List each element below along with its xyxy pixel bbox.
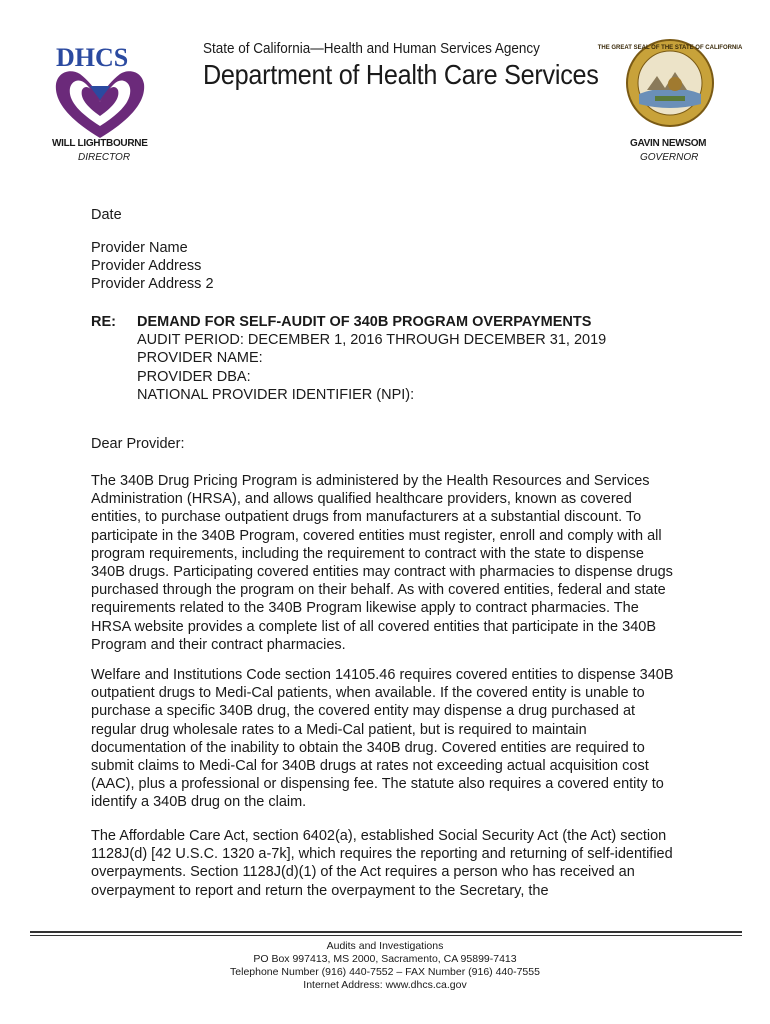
re-npi: NATIONAL PROVIDER IDENTIFIER (NPI):: [137, 386, 415, 403]
provider-block: [91, 239, 214, 294]
salutation: Dear Provider:: [91, 436, 185, 452]
footer-website: Internet Address: www.dhcs.ca.gov: [303, 979, 467, 991]
director-name: WILL LIGHTBOURNE: [52, 138, 148, 149]
footer-division: Audits and Investigations: [326, 940, 444, 952]
provider-address: Provider Address: [91, 258, 202, 275]
footer-address: PO Box 997413, MS 2000, Sacramento, CA 95899-7413: [253, 953, 517, 965]
logo-text: DHCS: [56, 43, 129, 72]
paragraph-affordable-care-act: The Affordable Care Act, section 6402(a), established Social Security Act (the Act) section 1128J(d) [42 U.S.C. 1320 a-7k], which requires the reporting and returning of self-identified overpayments. Section 1128J(d)(1) of the Act requires a person who has received an overpayment to report and return the overpayment to the Secretary, the: [91, 828, 673, 899]
provider-address-2: Provider Address 2: [91, 276, 214, 293]
paragraph-welfare-code: Welfare and Institutions Code section 14105.46 requires covered entities to dispense 340B outpatient drugs to Medi-Cal patients, when available. If the covered entity is unable to purchase a specific 340B drug, the covered entity may dispense a drug purchased at regular drug wholesale rates to a Medi-Cal patient, but is required to maintain documentation of the inability to obtain the 340B drug. Covered entities are required to submit claims to Medi-Cal for 340B drugs at rates not exceeding actual acquisition cost (AAC), plus a professional or dispensing fee. The statute also requires a covered entity to identify a 340B drug on the claim.: [91, 667, 674, 811]
paragraph-340b-program: The 340B Drug Pricing Program is administered by the Health Resources and Services Administration (HRSA), and allows qualified healthcare providers, known as covered entities, to purchase outpatient drugs from manufacturers at a substantial discount. To participate in the 340B Program, covered entities must register, enroll and comply with all program requirements, including the requirement to contract with the state to dispense 340B drugs. Participating covered entities may contract with pharmacies to dispense drugs purchased through the program on their behalf. As with covered entities, federal and state requirements related to the 340B Program likewise apply to contract pharmacies. The HRSA website provides a complete list of all covered entities that participate in the 340B Program and their contract pharmacies.: [91, 473, 673, 653]
re-subject: DEMAND FOR SELF-AUDIT OF 340B PROGRAM OVERPAYMENTS: [137, 314, 592, 330]
letter-date: Date: [91, 207, 122, 223]
agency-name: State of California—Health and Human Services Agency: [203, 40, 540, 57]
re-audit-period: AUDIT PERIOD: DECEMBER 1, 2016 THROUGH DECEMBER 31, 2019: [137, 332, 607, 349]
seal-text: THE GREAT SEAL OF THE STATE OF CALIFORNIA: [597, 45, 743, 51]
department-title: Department of Health Care Services: [203, 59, 599, 90]
re-provider-dba: PROVIDER DBA:: [137, 368, 251, 385]
director-title: DIRECTOR: [78, 152, 131, 163]
footer-rule-thin: [30, 935, 742, 936]
footer-phone: Telephone Number (916) 440-7552 – FAX Number (916) 440-7555: [230, 966, 540, 978]
dhcs-logo: [50, 40, 150, 140]
governor-title: GOVERNOR: [640, 152, 699, 163]
re-label: RE:: [91, 314, 116, 330]
re-block: [137, 313, 606, 404]
governor-name: GAVIN NEWSOM: [630, 138, 707, 149]
re-provider-name: PROVIDER NAME:: [137, 350, 263, 367]
footer: [0, 940, 770, 992]
california-seal: [597, 38, 743, 128]
provider-name: Provider Name: [91, 240, 188, 256]
footer-rule: [30, 931, 742, 933]
